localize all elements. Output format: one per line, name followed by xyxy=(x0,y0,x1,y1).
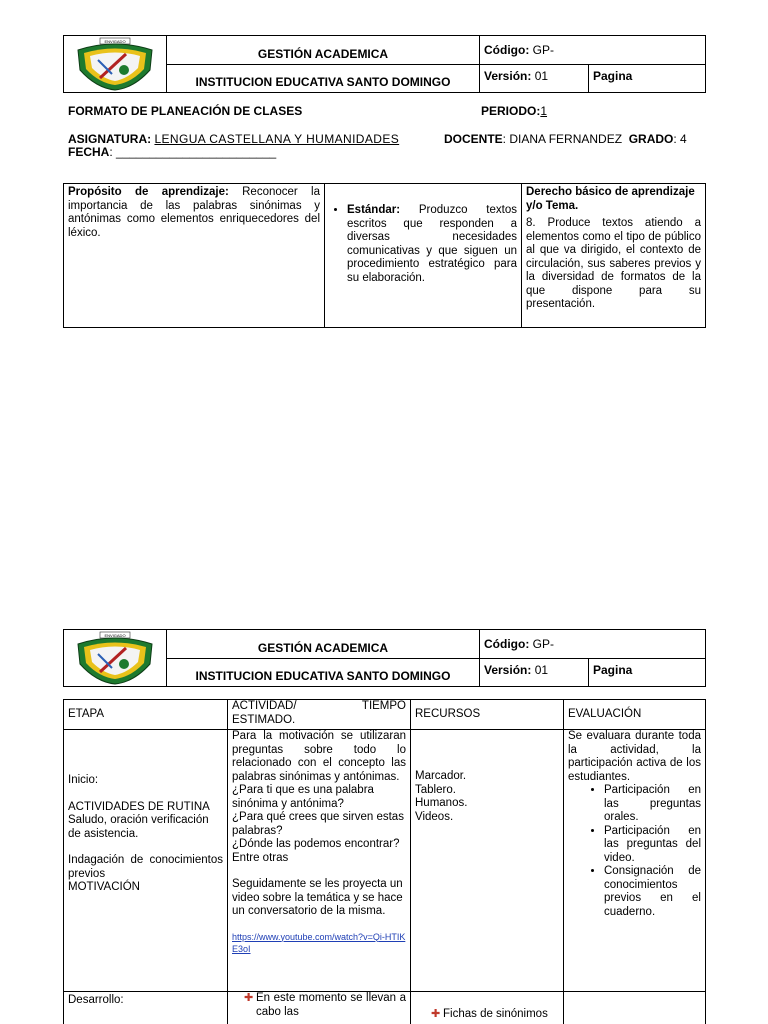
logo-cell xyxy=(64,36,167,93)
dba-label: Derecho básico de aprendizaje y/o Tema. xyxy=(526,186,695,212)
video-link[interactable]: https://www.youtube.com/watch?v=Qi-HTIKE3oI xyxy=(232,931,406,954)
header-title: GESTIÓN ACADEMICA xyxy=(167,36,480,65)
col-header-activity: ACTIVIDAD/ TIEMPO ESTIMADO. xyxy=(228,700,411,730)
activity-p2: Seguidamente se les proyecta un video sobre la temática y se hace un conversatorio de la misma. xyxy=(232,878,403,917)
teacher-row: DOCENTE: DIANA FERNANDEZ GRADO: 4 xyxy=(444,132,687,146)
period-row xyxy=(481,104,547,118)
resource-item: Tablero. xyxy=(415,783,456,796)
activity-p1: Para la motivación se utilizaran preguntas sobre todo lo relacionado con el concepto las palabras sinónimas y antónimas. xyxy=(232,730,406,783)
evaluation-item: • Participación en las preguntas orales. xyxy=(604,784,701,825)
header-table xyxy=(63,35,706,93)
date-label: FECHA xyxy=(68,145,110,159)
development-resource-text: Fichas de sinónimos xyxy=(443,1008,548,1020)
version-value: 01 xyxy=(534,662,549,677)
purpose-label: Propósito de aprendizaje: xyxy=(68,186,229,198)
page-label-2: Pagina xyxy=(589,658,706,687)
evaluation-item: • Consignación de conocimientos previos en el cuaderno. xyxy=(604,865,701,919)
version-label: Versión: xyxy=(484,662,532,677)
resources-start-cell xyxy=(411,730,564,992)
evaluation-start-cell xyxy=(564,730,706,992)
period-value: 1 xyxy=(540,104,548,118)
standard-cell xyxy=(325,184,522,328)
purpose-text: Reconocer la importancia de las palabras sinónimas y antónimas como elementos enriquecedores del léxico. xyxy=(68,186,320,239)
version-label: Versión: xyxy=(484,68,532,83)
evaluation-list xyxy=(568,784,701,919)
subject-value: LENGUA CASTELLANA Y HUMANIDADES xyxy=(154,132,400,146)
activity-q2: ¿Para qué crees que sirven estas palabras? xyxy=(232,811,404,837)
version-value: 01 xyxy=(534,68,549,83)
institution-name-2: INSTITUCION EDUCATIVA SANTO DOMINGO xyxy=(167,658,480,687)
grade-value: 4 xyxy=(680,132,687,146)
page-label: Pagina xyxy=(589,64,706,93)
standard-list xyxy=(329,204,517,285)
format-title: FORMATO DE PLANEACIÓN DE CLASES xyxy=(68,104,303,118)
col-header-evaluation: EVALUACIÓN xyxy=(564,700,706,730)
purpose-table xyxy=(63,183,706,328)
school-shield-logo xyxy=(64,630,166,686)
code-value: GP- xyxy=(532,42,555,57)
logo-cell-2 xyxy=(64,630,167,687)
period-label: PERIODO: xyxy=(481,104,541,118)
activity-development-cell xyxy=(228,992,411,1024)
standard-text: Produzco textos escritos que responden a diversas necesidades comunicativas y que siguen un procedimiento estratégico para su elaboración. xyxy=(347,204,517,284)
standard-label: Estándar: xyxy=(347,204,401,216)
purpose-cell xyxy=(64,184,325,328)
resource-item: Humanos. xyxy=(415,797,468,809)
dba-text: 8. Produce textos atiendo a elementos como el tipo de público al que va dirigido, el contexto de circulación, sus saberes previos y la diversidad de formatos de la que dispone para su presentación. xyxy=(526,217,701,310)
teacher-label: DOCENTE xyxy=(444,132,503,146)
stage-rutina-desc: Saludo, oración verificación de asistencia. xyxy=(68,814,209,840)
arrow-bullet-icon: ✚ xyxy=(244,992,254,1004)
activity-q3: ¿Dónde las podemos encontrar? xyxy=(232,838,400,850)
resource-item: Videos. xyxy=(415,810,454,823)
school-shield-logo xyxy=(64,36,166,92)
grade-label: GRADO xyxy=(628,132,674,146)
activity-q1: ¿Para ti que es una palabra sinónima y antónima? xyxy=(232,784,374,810)
date-row: FECHA: ________________________ xyxy=(68,145,277,159)
teacher-value: DIANA FERNANDEZ xyxy=(509,132,623,146)
header-title-2: GESTIÓN ACADEMICA xyxy=(167,630,480,659)
evaluation-intro: Se evaluara durante toda la actividad, la participación activa de los estudiantes. xyxy=(568,730,701,783)
code-label: Código: xyxy=(484,636,530,651)
subject-label: ASIGNATURA: xyxy=(68,132,152,146)
code-cell-2 xyxy=(480,630,706,659)
header-block-1 xyxy=(63,35,706,93)
code-cell xyxy=(480,36,706,65)
logo-text: ENVIGADO xyxy=(104,633,126,638)
evaluation-development-cell xyxy=(564,992,706,1024)
purpose-block xyxy=(63,183,706,328)
plan-table xyxy=(63,699,706,1024)
stage-development: Desarrollo: xyxy=(68,994,124,1006)
stage-motivacion: MOTIVACIÓN xyxy=(68,881,140,893)
resource-item: Marcador. xyxy=(415,770,467,782)
col-header-resources: RECURSOS xyxy=(411,700,564,730)
development-activity-text: En este momento se llevan a cabo las xyxy=(256,992,406,1018)
date-value: ________________________ xyxy=(116,145,277,159)
arrow-bullet-icon: ✚ xyxy=(431,1008,441,1020)
stage-start-cell xyxy=(64,730,228,992)
activity-start-cell xyxy=(228,730,411,992)
version-cell xyxy=(480,64,589,93)
stage-development-cell xyxy=(64,992,228,1024)
code-value: GP- xyxy=(532,636,555,651)
stage-inicio: Inicio: xyxy=(68,774,99,786)
dba-cell xyxy=(522,184,706,328)
resources-development-cell xyxy=(411,992,564,1024)
version-cell-2 xyxy=(480,658,589,687)
institution-name: INSTITUCION EDUCATIVA SANTO DOMINGO xyxy=(167,64,480,93)
header-block-2 xyxy=(63,629,706,687)
standard-item xyxy=(347,204,517,285)
evaluation-item: • Participación en las preguntas del video. xyxy=(604,825,701,866)
subject-row xyxy=(68,132,399,146)
activity-q4: Entre otras xyxy=(232,851,289,864)
col-header-stage: ETAPA xyxy=(64,700,228,730)
stage-indagacion: Indagación de conocimientos previos xyxy=(68,854,223,880)
logo-text: ENVIGADO xyxy=(104,39,126,44)
code-label: Código: xyxy=(484,42,530,57)
stage-rutina: ACTIVIDADES DE RUTINA xyxy=(68,800,210,813)
plan-block xyxy=(63,699,706,1024)
header-table-2 xyxy=(63,629,706,687)
